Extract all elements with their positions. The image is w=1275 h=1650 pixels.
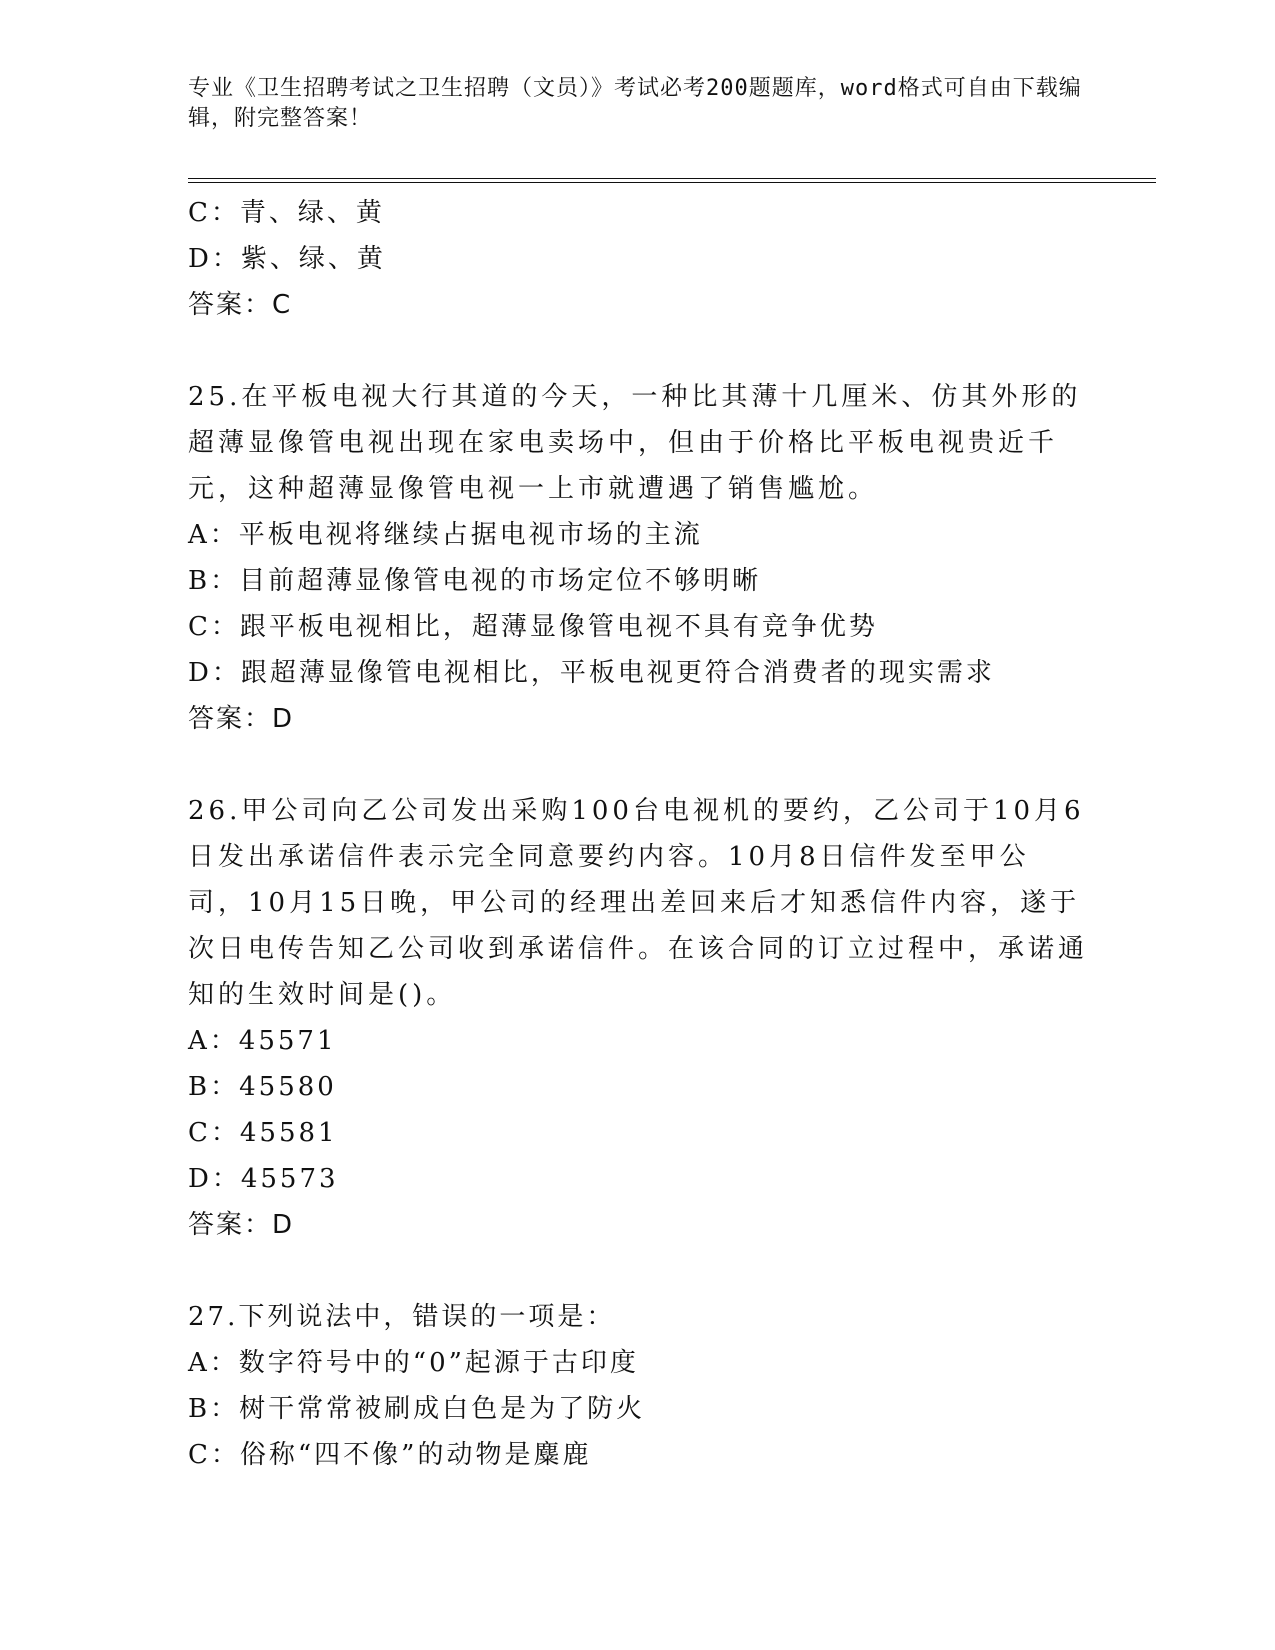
option-c: C：俗称“四不像”的动物是麋鹿 [188, 1440, 592, 1470]
question-24 [188, 190, 1088, 328]
option-d: D：45573 [188, 1164, 339, 1194]
answer-line: 答案：D [188, 1210, 295, 1240]
option-d: D：紫、绿、黄 [188, 244, 386, 274]
option-a: A：45571 [188, 1026, 337, 1056]
header-divider [188, 178, 1156, 183]
option-c: C：45581 [188, 1118, 338, 1148]
spacer [188, 1248, 1088, 1294]
option-b: B：目前超薄显像管电视的市场定位不够明晰 [188, 566, 762, 596]
option-b: B：45580 [188, 1072, 337, 1102]
spacer [188, 742, 1088, 788]
question-25 [188, 374, 1088, 742]
question-stem: 25.在平板电视大行其道的今天，一种比其薄十几厘米、仿其外形的超薄显像管电视出现在家电卖场中，但由于价格比平板电视贵近千元，这种超薄显像管电视一上市就遭遇了销售尴尬。 [188, 382, 1082, 504]
option-d: D：跟超薄显像管电视相比，平板电视更符合消费者的现实需求 [188, 658, 995, 688]
answer-line: 答案：C [188, 290, 293, 320]
question-stem: 26.甲公司向乙公司发出采购100台电视机的要约，乙公司于10月6日发出承诺信件表示完全同意要约内容。10月8日信件发至甲公司，10月15日晚，甲公司的经理出差回来后才知悉信件内容，遂于次日电传告知乙公司收到承诺信件。在该合同的订立过程中，承诺通知的生效时间是()。 [188, 796, 1089, 1010]
question-26 [188, 788, 1088, 1248]
answer-line: 答案：D [188, 704, 295, 734]
option-b: B：树干常常被刷成白色是为了防火 [188, 1394, 646, 1424]
document-body [188, 190, 1088, 1478]
question-stem: 27.下列说法中，错误的一项是： [188, 1302, 616, 1332]
document-header [188, 74, 1088, 134]
header-text: 专业《卫生招聘考试之卫生招聘（文员）》考试必考200题题库，word格式可自由下载编辑，附完整答案！ [188, 76, 1082, 131]
option-a: A：数字符号中的“0”起源于古印度 [188, 1348, 639, 1378]
option-c: C：跟平板电视相比，超薄显像管电视不具有竞争优势 [188, 612, 878, 642]
option-c: C：青、绿、黄 [188, 198, 385, 228]
question-27 [188, 1294, 1088, 1478]
spacer [188, 328, 1088, 374]
option-a: A：平板电视将继续占据电视市场的主流 [188, 520, 703, 550]
